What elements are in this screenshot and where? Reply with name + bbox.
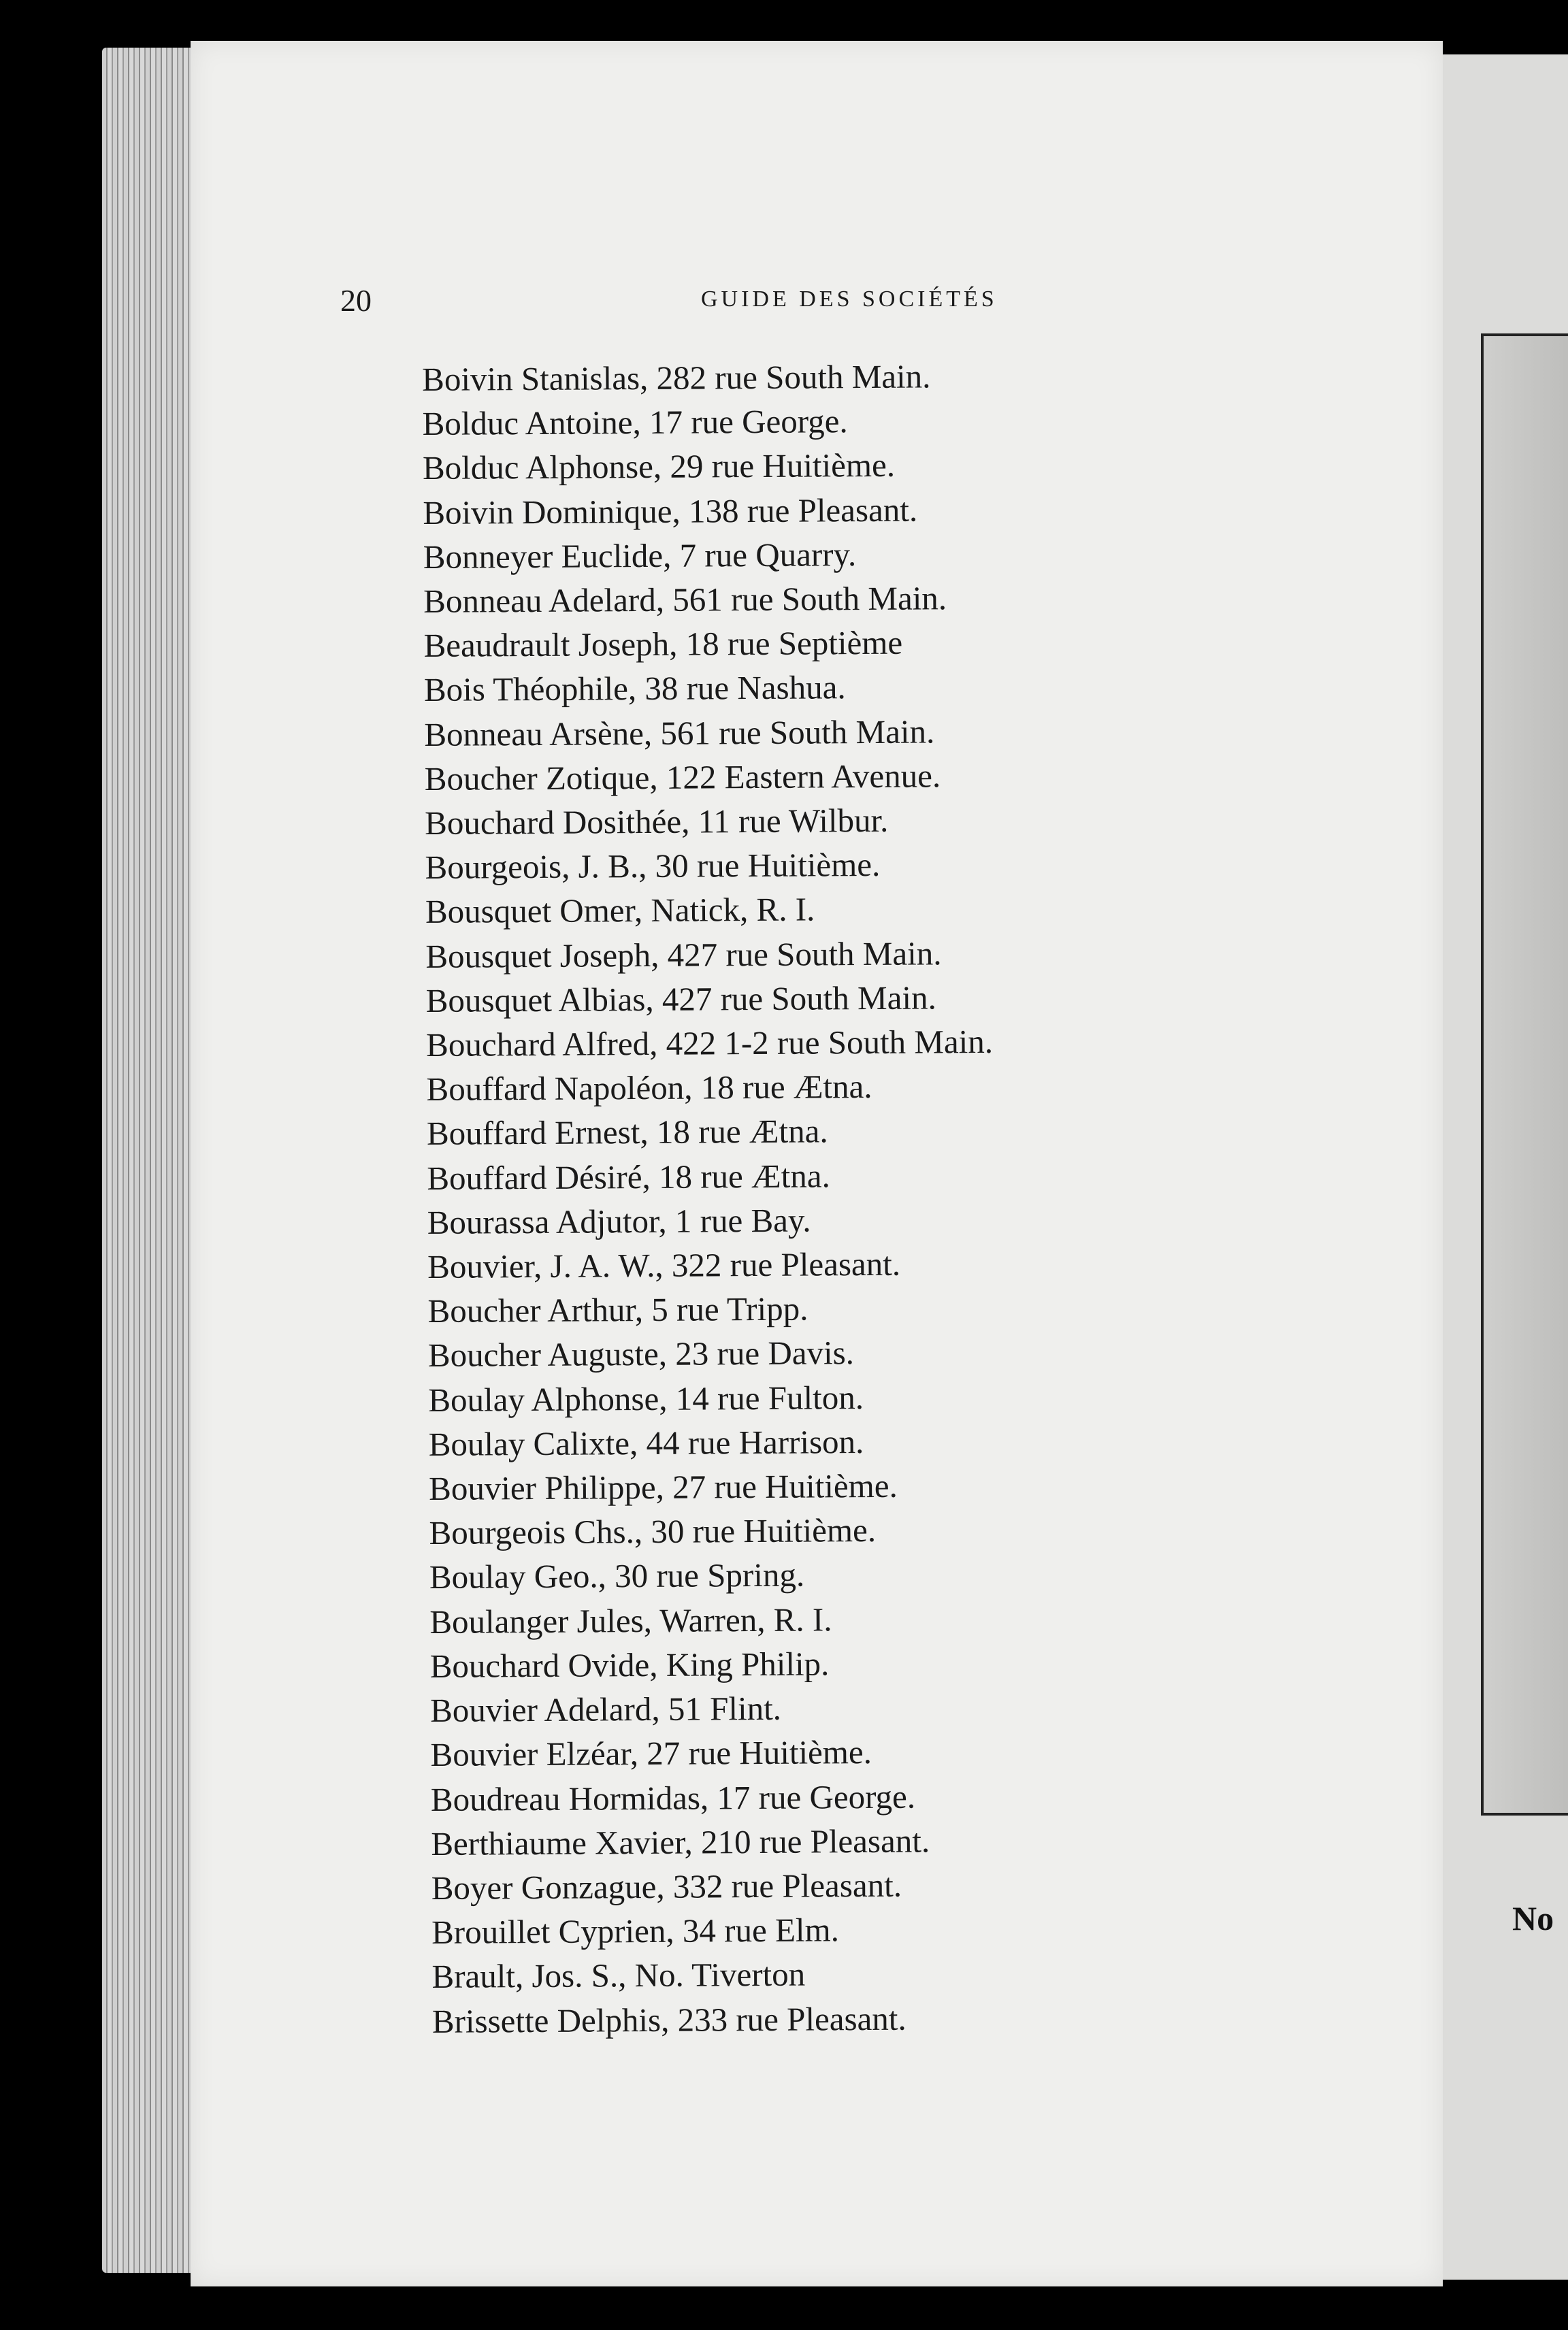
list-item: Boulay Calixte, 44 rue Harrison. <box>428 1422 864 1463</box>
list-item: Bouffard Ernest, 18 rue Ætna. <box>426 1112 828 1153</box>
list-item: Bouffard Désiré, 18 rue Ætna. <box>427 1157 830 1197</box>
list-item: Bolduc Antoine, 17 rue George. <box>422 402 848 443</box>
list-item: Boivin Stanislas, 282 rue South Main. <box>422 357 931 398</box>
list-item: Bouchard Ovide, King Philip. <box>429 1645 830 1685</box>
list-item: Bouvier, J. A. W., 322 rue Pleasant. <box>427 1245 901 1286</box>
list-item: Brissette Delphis, 233 rue Pleasant. <box>431 1999 906 2040</box>
list-item: Bouvier Adelard, 51 Flint. <box>429 1689 782 1730</box>
list-item: Boucher Zotique, 122 Eastern Avenue. <box>424 757 941 798</box>
list-item: Bois Théophile, 38 rue Nashua. <box>423 668 846 709</box>
directory-entries <box>422 354 999 2044</box>
list-item: Bonneyer Euclide, 7 rue Quarry. <box>423 535 857 576</box>
list-item: Bouvier Philippe, 27 rue Huitième. <box>428 1466 898 1508</box>
facing-page-plate <box>1481 333 1568 1816</box>
facing-page-caption: No <box>1512 1899 1554 1937</box>
list-item: Bonneau Adelard, 561 rue South Main. <box>423 579 947 621</box>
list-item: Boulay Alphonse, 14 rue Fulton. <box>428 1378 864 1419</box>
list-item: Bouvier Elzéar, 27 rue Huitième. <box>430 1733 872 1774</box>
list-item: Bolduc Alphonse, 29 rue Huitième. <box>422 446 896 487</box>
list-item: Boucher Auguste, 23 rue Davis. <box>427 1334 855 1375</box>
list-item: Bourassa Adjutor, 1 rue Bay. <box>427 1201 811 1241</box>
list-item: Berthiaume Xavier, 210 rue Pleasant. <box>431 1822 930 1863</box>
list-item: Brouillet Cyprien, 34 rue Elm. <box>431 1911 840 1952</box>
list-item: Beaudrault Joseph, 18 rue Septième <box>423 623 903 665</box>
list-item: Bourgeois, J. B., 30 rue Huitième. <box>425 846 881 887</box>
list-item: Boivin Dominique, 138 rue Pleasant. <box>423 491 918 531</box>
list-item: Bouchard Dosithée, 11 rue Wilbur. <box>425 801 889 842</box>
list-item: Bouchard Alfred, 422 1-2 rue South Main. <box>426 1022 994 1064</box>
list-item: Boulay Geo., 30 rue Spring. <box>429 1556 805 1596</box>
list-item: Boucher Arthur, 5 rue Tripp. <box>427 1290 808 1330</box>
list-item: Bousquet Joseph, 427 rue South Main. <box>425 934 942 975</box>
list-item: Boyer Gonzague, 332 rue Pleasant. <box>431 1866 902 1907</box>
list-item: Brault, Jos. S., No. Tiverton <box>431 1955 806 1996</box>
list-item: Boudreau Hormidas, 17 rue George. <box>430 1777 916 1818</box>
header-title: GUIDE DES SOCIÉTÉS <box>701 286 998 312</box>
page-number: 20 <box>340 283 372 318</box>
list-item: Bonneau Arsène, 561 rue South Main. <box>424 712 935 753</box>
list-item: Bouffard Napoléon, 18 rue Ætna. <box>426 1068 872 1109</box>
list-item: Bourgeois Chs., 30 rue Huitième. <box>429 1511 877 1552</box>
list-item: Bousquet Omer, Natick, R. I. <box>425 890 815 931</box>
list-item: Bousquet Albias, 427 rue South Main. <box>425 979 936 1019</box>
list-item: Boulanger Jules, Warren, R. I. <box>429 1601 832 1641</box>
